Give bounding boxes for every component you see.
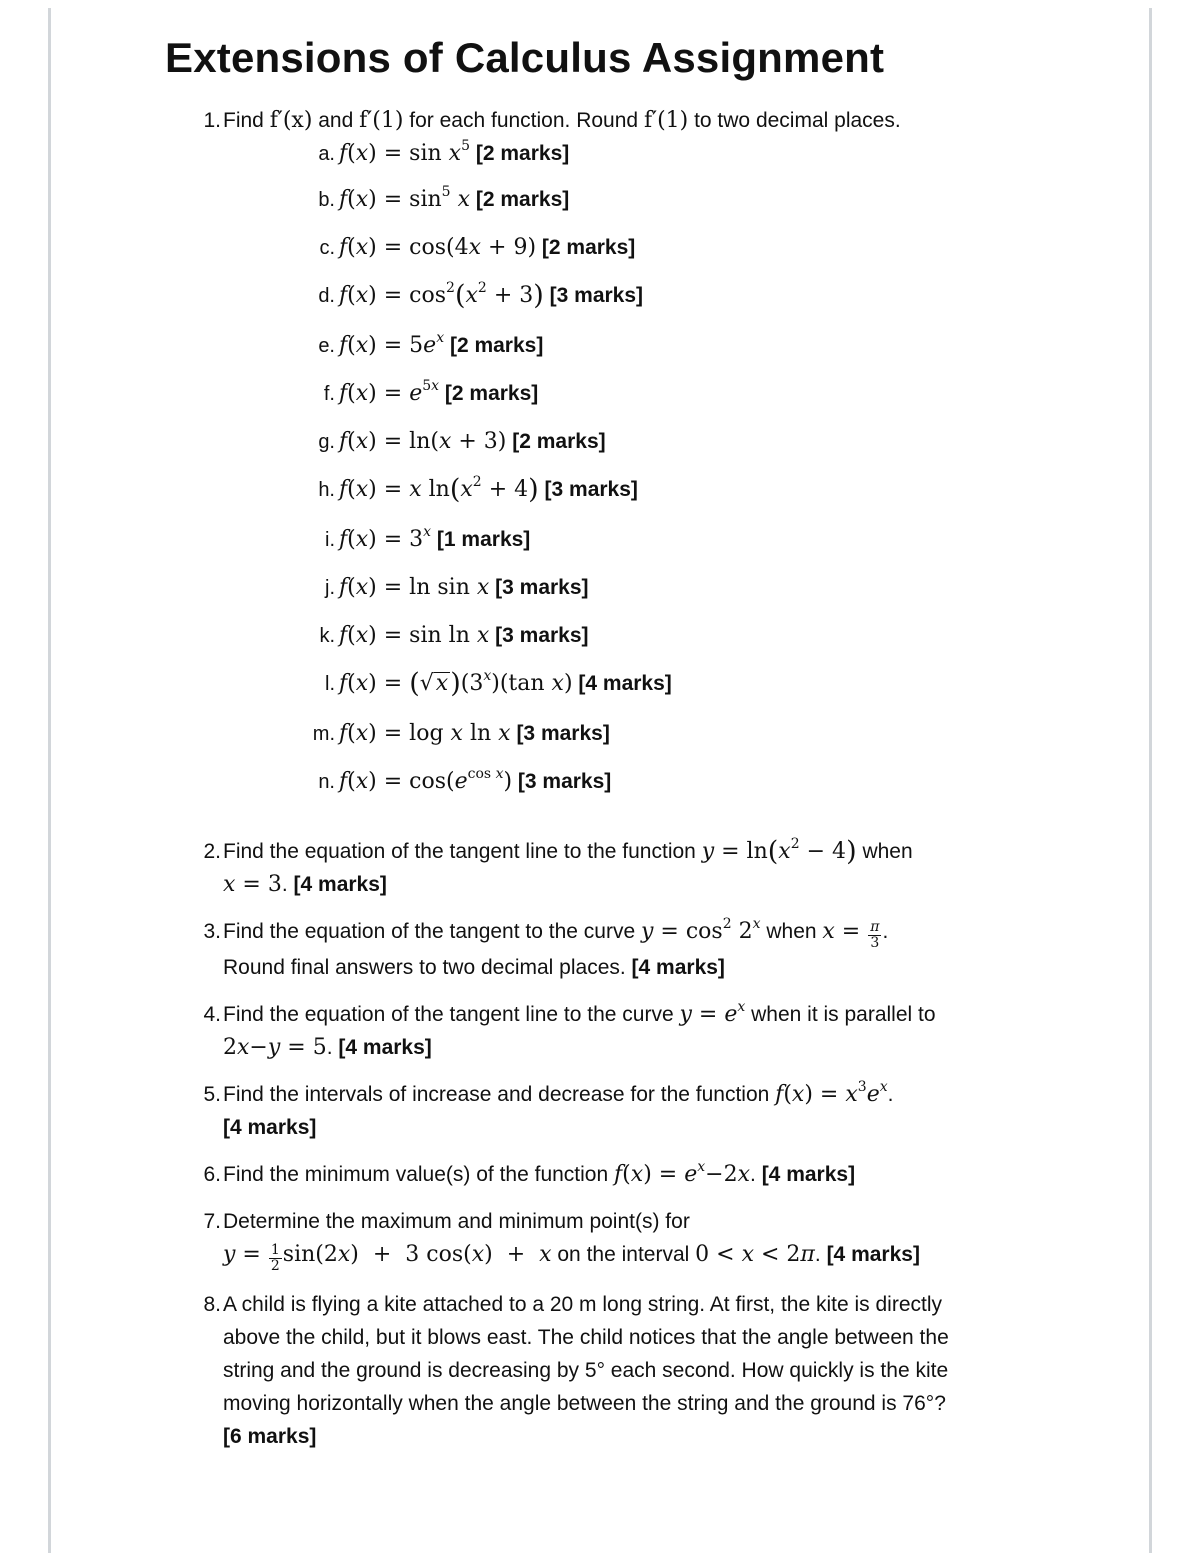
subpart-i: i. $f(x) = 3^x$ [1 marks] bbox=[325, 524, 531, 552]
formula: $f(x) = (√x)(3^x)(\tan$ x) bbox=[339, 668, 573, 699]
marks: [2 marks] bbox=[541, 236, 636, 259]
formula: $y = \cos^2 2^x$ bbox=[640, 916, 761, 944]
marks: [2 marks] bbox=[512, 430, 606, 453]
formula: x = $\frac{\pi}{3}$ bbox=[822, 919, 880, 951]
marks: [3 marks] bbox=[544, 478, 638, 501]
formula: $f(x) = x^3e^x$ bbox=[775, 1079, 888, 1107]
marks: [2 marks] bbox=[475, 188, 570, 211]
marks: [3 marks] bbox=[495, 624, 589, 647]
subpart-f: f. $f(x) = e^{5x}$ [2 marks] bbox=[323, 378, 539, 406]
marks: [2 marks] bbox=[449, 334, 544, 357]
formula: $f(x) = e^{5x}$ bbox=[339, 378, 440, 406]
formula: $f(x) = e^x-2x$ bbox=[614, 1159, 750, 1187]
marks: [2 marks] bbox=[475, 142, 570, 165]
page-right-border bbox=[1149, 8, 1152, 1553]
formula: $f(x) = \cos^2(x^2 + 3)$ bbox=[339, 280, 544, 311]
formula: 0 < x < 2π bbox=[695, 1242, 815, 1267]
question-2: 2. Find the equation of the tangent line to the function $y = \ln(x^2 - 4)$ when x = 3. [4 marks] bbox=[203, 836, 913, 897]
subpart-l: l. $f(x) = (√x)(3^x)(\tan$ x) [4 marks] bbox=[325, 668, 672, 699]
question-number: 1. bbox=[203, 109, 221, 132]
subpart-e: e. $f(x) = 5e^x$ [2 marks] bbox=[318, 330, 544, 358]
marks: [1 marks] bbox=[436, 528, 531, 551]
subpart-c: c. f(x) = cos(4x + 9) [2 marks] bbox=[319, 235, 636, 260]
subpart-b: b. $f(x) = \sin^5 x$ [2 marks] bbox=[318, 184, 570, 212]
formula: f(x) = cos(4x + 9) bbox=[339, 235, 537, 260]
question-8: 8. A child is flying a kite attached to a 20 m long string. At first, the kite is directly above the child, but it blows east. The child notices that the angle between the string and the ground is decreasing by 5° each second. How quickly is the kite moving horizontally when the angle between the string and the ground is 76°? [6 marks] bbox=[203, 1293, 949, 1448]
marks: [3 marks] bbox=[517, 770, 612, 793]
formula: $f(x) = \sin^5 x$ bbox=[339, 184, 471, 212]
formula: f(x) = x $\ln(x^2 + 4)$ bbox=[339, 474, 539, 505]
marks: [4 marks] bbox=[578, 672, 672, 695]
question-5: 5. Find the intervals of increase and decrease for the function $f(x) = x^3e^x$. [4 marks] bbox=[203, 1079, 894, 1139]
document-body bbox=[165, 34, 1065, 1453]
question-3: 3. Find the equation of the tangent to the curve $y = \cos^2 2^x$ when x = $\frac{\pi}{3}$ . Round final answers to two decimal places. [4 marks] bbox=[203, 916, 889, 979]
formula: $f(x) = 5e^x$ bbox=[339, 330, 445, 358]
subpart-m: m. f(x) = log x ln x [3 marks] bbox=[312, 721, 610, 746]
page-title: Extensions of Calculus Assignment bbox=[165, 34, 885, 81]
subpart-j: j. f(x) = ln sin x [3 marks] bbox=[325, 575, 589, 600]
subpart-g: g. f(x) = ln(x + 3) [2 marks] bbox=[318, 429, 606, 454]
formula: $f(x) = \sin x^5$ bbox=[339, 138, 471, 166]
formula: f(x) = ln sin x bbox=[339, 575, 490, 600]
subpart-list bbox=[223, 137, 1065, 813]
subpart-n: n. $f(x) = \cos(e^{cos x})$ [3 marks] bbox=[318, 766, 612, 794]
marks: [3 marks] bbox=[549, 284, 644, 307]
formula: $f(x) = 3^x$ bbox=[339, 524, 432, 552]
subpart-d: d. $f(x) = \cos^2(x^2 + 3)$ [3 marks] bbox=[318, 280, 644, 311]
formula: $y = \ln(x^2 - 4)$ bbox=[701, 836, 857, 867]
formula: f(x) = log x ln x bbox=[339, 721, 511, 746]
formula: x = 3 bbox=[223, 872, 282, 897]
subpart-h: h. f(x) = x $\ln(x^2 + 4)$ [3 marks] bbox=[318, 474, 638, 505]
question-7: 7. Determine the maximum and minimum point(s) for y = $\frac{1}{2}$ sin(2x) + 3 cos(x) + x on the interval 0 < x < 2π. [4 marks] bbox=[203, 1210, 920, 1274]
formula: $y = e^x$ bbox=[679, 999, 746, 1027]
formula: f(x) = sin ln x bbox=[339, 623, 490, 648]
formula: y = $\frac{1}{2}$ sin(2x) + 3 cos(x) + x bbox=[223, 1242, 552, 1274]
question-4: 4. Find the equation of the tangent line to the curve $y = e^x$ when it is parallel to 2x−y = 5. [4 marks] bbox=[203, 999, 936, 1060]
formula: f(x) = ln(x + 3) bbox=[339, 429, 507, 454]
formula: $f(x) = \cos(e^{cos x})$ bbox=[339, 766, 513, 794]
question-1: 1. Find f′(x) and f′(1) for each function. Round f′(1) to two decimal places. a. $f(x) = \sin x^5$ [2 marks] b. $f(x) = \sin^5 x$ [2 marks] c. f(x) = cos(4x + 9) [2 marks] d. $f(x) = \cos^2(x^2 + 3)$ [3 marks] e. $f(x) = 5e^x$ [2 marks] f. $f(x) = e^{5x}$ [2 marks] g. f(x) = ln(x + 3) [2 marks] h. f(x) = x $\ln(x^2 + 4)$ [3 marks] i. $f(x) = 3^x$ [1 marks] j. f(x) = ln sin x [3 marks] k. f(x) = sin ln x [3 marks] l. $f(x) = (√x)(3^x)(\tan$ x) [4 marks] m. f(x) = log x ln x [3 marks] n. $f(x) = \cos(e^{cos x})$ [3 marks] bbox=[165, 104, 1065, 813]
subpart-k: k. f(x) = sin ln x [3 marks] bbox=[319, 623, 589, 648]
page-left-border bbox=[48, 8, 51, 1553]
marks: [3 marks] bbox=[516, 722, 610, 745]
formula: 2x−y = 5 bbox=[223, 1035, 327, 1060]
question-6: 6. Find the minimum value(s) of the function $f(x) = e^x-2x$. [4 marks] bbox=[203, 1159, 856, 1187]
marks: [2 marks] bbox=[444, 382, 539, 405]
subpart-a: a. $f(x) = \sin x^5$ [2 marks] bbox=[318, 138, 570, 166]
marks: [3 marks] bbox=[495, 576, 589, 599]
